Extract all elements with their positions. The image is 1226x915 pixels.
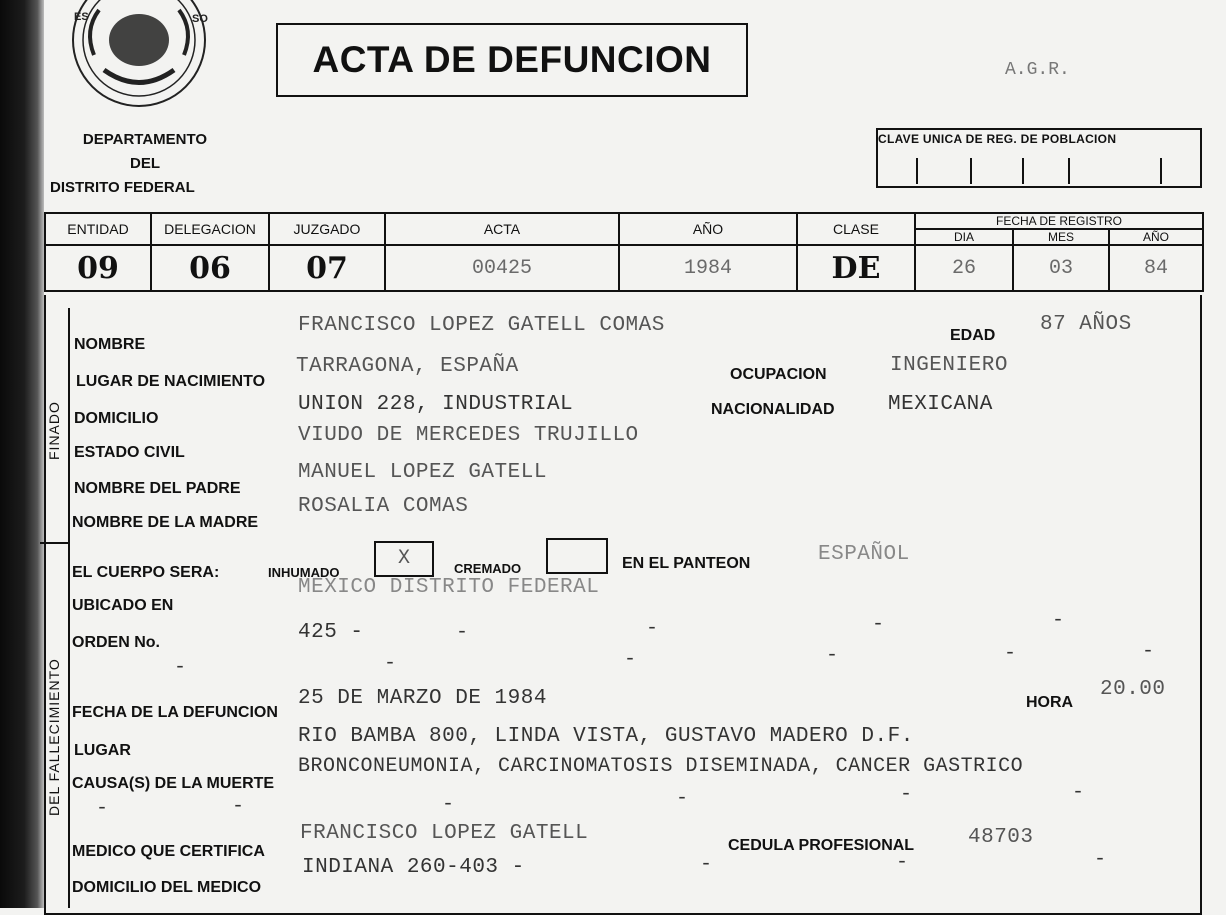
filler-dash: -	[676, 787, 689, 810]
filler-dash: -	[1052, 609, 1065, 632]
filler-dash: -	[232, 795, 245, 818]
value-ocupacion: INGENIERO	[890, 354, 1008, 377]
value-juzgado: 07	[269, 245, 385, 291]
filler-dash: -	[624, 648, 637, 671]
value-nacionalidad: MEXICANA	[888, 393, 993, 416]
scan-binding-edge	[0, 0, 44, 908]
archive-mark: A.G.R.	[1005, 60, 1070, 80]
value-domicilio: UNION 228, INDUSTRIAL	[298, 393, 574, 416]
label-inhumado: INHUMADO	[268, 565, 340, 580]
value-hora: 20.00	[1100, 678, 1166, 701]
value-medico: FRANCISCO LOPEZ GATELL	[300, 822, 589, 845]
mexico-coat-of-arms-seal	[64, 0, 214, 110]
header-acta: ACTA	[385, 213, 619, 245]
filler-dash: -	[900, 783, 913, 806]
label-nombre-padre: NOMBRE DEL PADRE	[74, 480, 241, 497]
label-cedula: CEDULA PROFESIONAL	[728, 837, 915, 854]
filler-dash: -	[96, 797, 109, 820]
document-title: ACTA DE DEFUNCION	[312, 39, 712, 80]
label-orden-no: ORDEN No.	[72, 634, 160, 651]
label-ubicado-en: UBICADO EN	[72, 597, 174, 614]
label-lugar-nacimiento: LUGAR DE NACIMIENTO	[76, 373, 266, 390]
department-line-2: DEL	[130, 155, 160, 172]
label-domicilio-medico: DOMICILIO DEL MEDICO	[72, 879, 262, 896]
section-finado-label: FINADO	[46, 401, 62, 460]
label-fecha-defuncion: FECHA DE LA DEFUNCION	[72, 704, 278, 721]
value-clase: DE	[797, 245, 915, 291]
inhumado-mark: X	[398, 547, 411, 570]
value-entidad: 09	[45, 245, 151, 291]
value-fecha-defuncion: 25 DE MARZO DE 1984	[298, 687, 547, 710]
value-delegacion: 06	[151, 245, 269, 291]
svg-text:ES: ES	[74, 11, 89, 23]
value-anio-registro: 84	[1109, 245, 1203, 291]
value-lugar-nacimiento: TARRAGONA, ESPAÑA	[296, 355, 519, 378]
value-nombre-padre: MANUEL LOPEZ GATELL	[298, 461, 547, 484]
value-acta: 00425	[385, 245, 619, 291]
curp-box	[876, 128, 1202, 188]
header-anio: AÑO	[619, 213, 797, 245]
curp-divider	[1022, 158, 1024, 184]
header-juzgado: JUZGADO	[269, 213, 385, 245]
header-delegacion: DELEGACION	[151, 213, 269, 245]
svg-text:SO: SO	[192, 13, 208, 25]
value-cedula: 48703	[968, 826, 1034, 849]
label-domicilio: DOMICILIO	[74, 410, 159, 427]
header-entidad: ENTIDAD	[45, 213, 151, 245]
value-nombre: FRANCISCO LOPEZ GATELL COMAS	[298, 314, 665, 337]
filler-dash: -	[826, 644, 839, 667]
curp-divider	[1160, 158, 1162, 184]
value-dia: 26	[915, 245, 1013, 291]
header-anio-registro: AÑO	[1109, 229, 1203, 245]
value-panteon: ESPAÑOL	[818, 543, 910, 566]
value-lugar: RIO BAMBA 800, LINDA VISTA, GUSTAVO MADERO D.F.	[298, 725, 914, 748]
curp-divider	[916, 158, 918, 184]
section-divider	[40, 542, 68, 544]
curp-label: CLAVE UNICA DE REG. DE POBLACION	[878, 132, 1117, 146]
value-nombre-madre: ROSALIA COMAS	[298, 495, 469, 518]
filler-dash: -	[1004, 642, 1017, 665]
filler-dash: -	[442, 793, 455, 816]
filler-dash: -	[1142, 640, 1155, 663]
label-lugar: LUGAR	[74, 742, 131, 759]
value-edad: 87 AÑOS	[1040, 313, 1132, 336]
value-estado-civil: VIUDO DE MERCEDES TRUJILLO	[298, 424, 639, 447]
label-nombre: NOMBRE	[74, 336, 146, 353]
value-ubicado-en: MEXICO DISTRITO FEDERAL	[298, 576, 600, 599]
value-domicilio-medico: INDIANA 260-403 -	[302, 856, 525, 879]
filler-dash: -	[700, 853, 713, 876]
department-heading	[50, 128, 240, 200]
value-causas: BRONCONEUMONIA, CARCINOMATOSIS DISEMINADA, CANCER GASTRICO	[298, 755, 1024, 778]
label-hora: HORA	[1026, 694, 1074, 711]
header-dia: DIA	[915, 229, 1013, 245]
header-clase: CLASE	[797, 213, 915, 245]
section-fallecimiento-label: DEL FALLECIMIENTO	[46, 658, 62, 816]
filler-dash: -	[1094, 848, 1107, 871]
document-title-box	[276, 23, 748, 97]
label-nombre-madre: NOMBRE DE LA MADRE	[72, 514, 259, 531]
filler-dash: -	[872, 613, 885, 636]
inhumado-checkbox	[374, 541, 434, 577]
filler-dash: -	[384, 652, 397, 675]
curp-divider	[970, 158, 972, 184]
curp-divider	[1068, 158, 1070, 184]
value-mes: 03	[1013, 245, 1109, 291]
department-line-1: DEPARTAMENTO	[82, 131, 208, 148]
filler-dash: -	[174, 656, 187, 679]
section-label-column	[44, 308, 70, 908]
label-cuerpo-sera: EL CUERPO SERA:	[72, 564, 220, 581]
value-anio: 1984	[619, 245, 797, 291]
cremado-checkbox	[546, 538, 608, 574]
label-edad: EDAD	[950, 327, 996, 344]
label-nacionalidad: NACIONALIDAD	[711, 401, 835, 418]
header-fecha-registro: FECHA DE REGISTRO	[915, 213, 1203, 229]
label-estado-civil: ESTADO CIVIL	[74, 444, 185, 461]
label-ocupacion: OCUPACION	[730, 366, 827, 383]
label-cremado: CREMADO	[454, 561, 522, 576]
filler-dash: -	[1072, 781, 1085, 804]
label-panteon: EN EL PANTEON	[622, 555, 751, 572]
label-medico: MEDICO QUE CERTIFICA	[72, 843, 265, 860]
header-mes: MES	[1013, 229, 1109, 245]
label-causas: CAUSA(S) DE LA MUERTE	[72, 775, 275, 792]
filler-dash: -	[896, 851, 909, 874]
registry-table	[44, 212, 1204, 292]
department-line-3: DISTRITO FEDERAL	[50, 179, 195, 196]
filler-dash: -	[646, 617, 659, 640]
filler-dash: -	[456, 621, 469, 644]
value-orden-no: 425 -	[298, 621, 364, 644]
